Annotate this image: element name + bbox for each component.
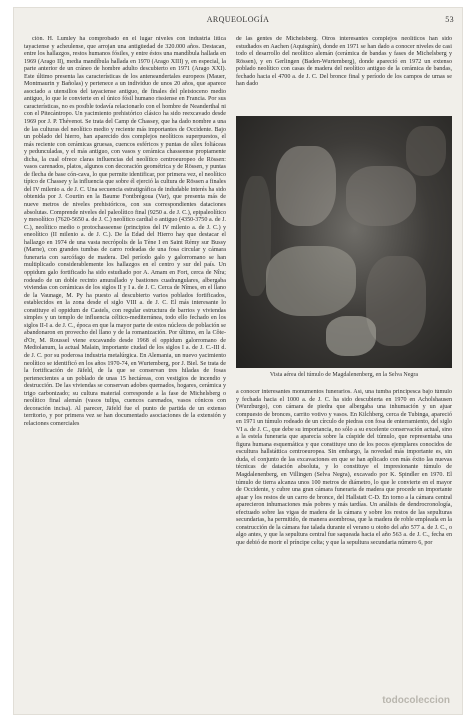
right-column-top bbox=[236, 36, 452, 111]
book-page bbox=[14, 8, 462, 714]
photo-stone bbox=[326, 316, 376, 356]
photo-stone bbox=[346, 166, 416, 226]
aerial-photo bbox=[236, 116, 452, 368]
running-title: ARQUEOLOGÍA bbox=[206, 15, 270, 24]
page-number: 53 bbox=[445, 15, 454, 24]
right-column-bottom bbox=[236, 389, 452, 704]
right-top-text: de las gentes de Michelsberg. Otros interesantes complejos neolíticos han sido estudiados en Aachen (Aquisgrán), donde en 1971 se han dado a conocer niveles de casi todo el desarrollo del neolítico alemán (cerámica de bandas y fases de Michelsberg y Rössen), y en Gerlingen (Baden-Wurtemberg), donde apareció en 1972 un extenso poblado neolítico con casas de madera del neolítico antiguo de la cerámica de bandas, fechado hacia el 4700 a. de J. C. Del bronce final y período de los campos de urnas se han dado bbox=[236, 36, 452, 88]
right-bottom-text: a conocer interesantes monumentos funerarios. Así, una tumba principesca bajo túmulo y fechada hacia el 1000 a. de J. C. ha sido descubierta en 1970 en Acholshausen (Wurzburgo), con cámara de piedra que albergaba una inhumación y un ajuar compuesto de bronces, carrito votivo y vasos. En Kilchberg, cerca de Tubinga, apareció en 1971 un túmulo rodeado de un círculo de piedras con fosa de enterramiento, del siglo VI a. de J. C., que debe su importancia, no sólo a su excelente conservación actual, sino a la estela funeraria que aparecía sobre la cúspide del túmulo, que representaba una figura humana esquemática y que constituye uno de los pocos ejemplares conocidos de escultura hallstáttica centroeuropea. Sin embargo, la novedad más importante es, sin duda, el conjunto de las excavaciones en que se han aplicado con más éxito las nuevas técnicas de datación absoluta, y lo constituye el impresionante túmulo de Magdalenenberg, en Villingen (Selva Negra), excavado por K. Spindler en 1970. El túmulo de tierra alcanza unos 100 metros de diámetro, lo que le convierte en el mayor de Occidente, y cubre una gran cámara funeraria de madera que procede un importante ajuar y los restos de un carro de bronce, del Hallstatt C-D. En torno a la cámara central aparecieron inhumaciones más pobres y más tardías. Un análisis de dendrocronología, efectuado sobre las vigas de madera de la cámara y sobre los restos de las sepulturas secundarias, ha permitido, de manera asombrosa, que la madera de roble empleada en la construcción de la cámara fue talada durante el verano u otoño del año 577 a. de J. C., o algo antes, y que la sepultura central fue saqueada hacia el año 563 a. de J. C., fecha en que debió de morir el príncipe celta; y que la sepultura secundaria número 6, por bbox=[236, 389, 452, 546]
left-column bbox=[24, 36, 226, 704]
page-header bbox=[22, 15, 454, 29]
photo-stone bbox=[406, 126, 446, 176]
photo-caption: Vista aérea del túmulo de Magdalenenberg, en la Selva Negra bbox=[269, 372, 419, 378]
photo-stone bbox=[276, 146, 336, 226]
left-column-text: ción. H. Lumley ha comprobado en el lugar niveles con industria lítica tayaciense y acheulense, que arrojan una antigüedad de 320.000 años. Destacan, entre los hallazgos, restos humanos fósiles, y entre éstos una mandíbula hallada en 1969 (Arago II), media mandíbula hallada en 1970 (Arago XIII) y, en especial, la parte anterior de un cráneo de hombre adulto descubierto en 1971 (Arago XXI). Este último presenta las características de los anteneandertales europeos (Mauer, Montmaurin y Bañolas) y pertenece a un individuo de unos 20 años, que aparece asociado a utensilios del tayaciense antiguo, de finales del pleistoceno medio antiguo, lo que le convierte en el único fósil humano rissiense en Francia. Por sus características, no es posible todavía relacionarlo con el hombre de Neanderthal ni con el Pitecántropo. Un yacimiento prehistórico clásico ha sido reexcavado desde 1969 por J. P. Thévenot. Se trata del Camp de Chassey, que ha dado nombre a una de las culturas del neolítico medio y reciente más importantes de Occidente. Bajo un poblado del hierro, han aparecido dos complejos neolíticos superpuestos, el más reciente con cerámicas gruesas, cuencos esféricos y puntas de sílex foliáceas y pedunculadas, y el más antiguo, con vasos y cerámica chasseense propiamente dicha, la cual ofrece claras influencias del neolítico centroeuropeo de Rössen: vasos carenados, platos, algunos con decoración geométrica y de Rössen, y puntas de flecha de base cón-cava, lo que permite identificar, por primera vez, el neolítico típico de Chassey y la influencia que sobre él ejerció la cultura de Rössen a finales del IV milenio a. de J. C. Una secuencia estratigráfica de indudable interés ha sido obtenida por J. Courtin en la Baume Fontbrégoua (Var), que presenta más de nueve metros de niveles prehistóricos, con sus correspondientes dataciones absolutas. Comprende niveles del paleolítico final (9250 a. de J. C.), epipaleolítico y mesolítico (7620-5650 a. de J. C.) neolítico cardial o antiguo (4350-3750 a. de J. C.), neolítico medio o protochasseense (principios del IV milenio a. de J. C.) y eneolítico (II milenio a. de J. C.). De la Edad del Hierro hay que destacar el hallazgo en 1974 de una vasta necrópolis de la Tène I en Saint Rémy sur Bussy (Marne), con grandes tumbas de carro rodeadas de una fosa circular y cámara funeraria con sarcófago de madera. Del período galo y galorromano se han multiplicado considerablemente los hallazgos en el centro y sur del país. Un oppidum galo fortificado ha sido estudiado por A. Amam en Fort, cerca de Nîra; rodeado de un doble recinto amurallado y bastiones cuadrangulares, albergaba viviendas con cerámicas de los siglos II y I a. de J. C. Cerca de Nîmes, en el llano de la Vaunage, M. Py ha puesto al descubierto varios poblados fortificados, establecidos en la zona desde el siglo VIII a. de J. C. El más interesante lo constituye el oppidum de Castels, con regular estructura de barrios y viviendas simples y un templo de influencia céltico-mediterránea, todo ello fechado en los siglos II-I a. de J. C., época en que la mayor parte de estos núcleos de población se abandonaron en provecho del llano y de la romanización. Por último, en la Côte-d'Or, M. Roussel viene excavando desde 1968 el oppidum galorromano de Mediolanum, la actual Malain, importante ciudad de los siglos I a. de J. C.-III d. de J. C. por su poderosa industria metalúrgica. En Alemania, un nuevo yacimiento neolítico se identificó en los años 1970-74, en Wurtemberg, por J. Biel. Se trata de la fortificación de Jäfeld, de la que se conservan tres hiladas de fosas pertenecientes a un poblado de unas 15 hectáreas, con vestigios de incendio y destrucción. De las viviendas se conservan adobes quemados, hogares, cerámica y trigo carbonizado; su cultura material corresponde a la fase de Michelsberg o neolítico final alemán (vasos tulipa, cuencos carenados, vasos cónicos con decoración incisa). Al parecer, Jäfeld fue el punto de partida de un extenso territorio, y por primera vez se han documentado asociaciones de la extensión y relaciones comerciales bbox=[24, 36, 226, 427]
watermark: todocoleccion bbox=[382, 695, 450, 706]
photo-stone bbox=[266, 246, 356, 316]
